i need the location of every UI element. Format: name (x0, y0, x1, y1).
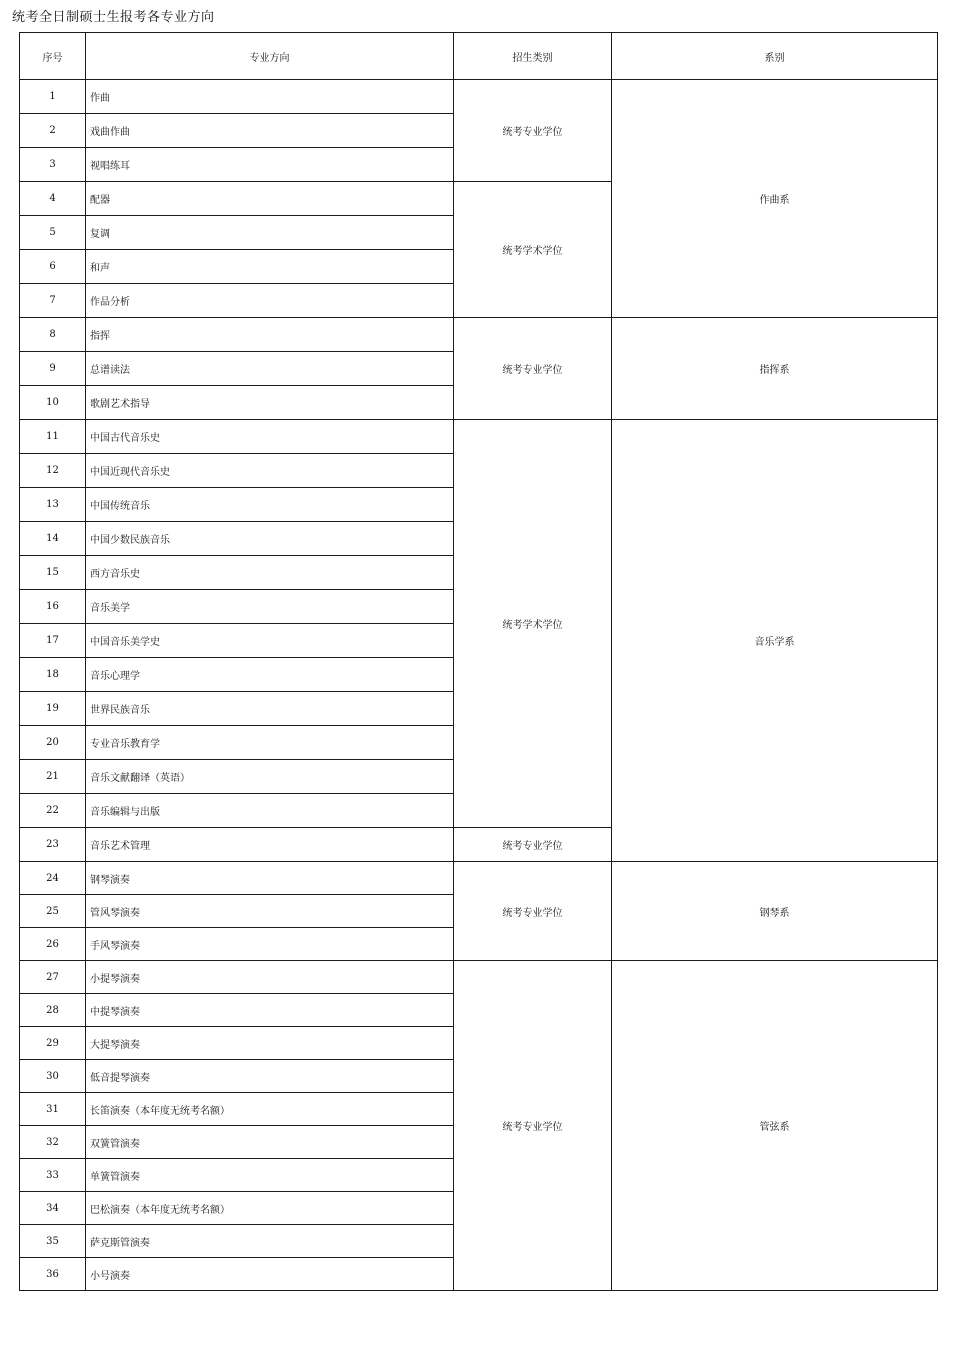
enrollment-category: 统考专业学位 (454, 828, 612, 862)
major-name: 西方音乐史 (86, 556, 454, 590)
major-name: 戏曲作曲 (86, 114, 454, 148)
table-row (20, 420, 938, 454)
table-header (20, 33, 938, 80)
row-number: 22 (20, 794, 86, 828)
row-number: 17 (20, 624, 86, 658)
table-row (20, 80, 938, 114)
major-name: 音乐美学 (86, 590, 454, 624)
row-number: 27 (20, 961, 86, 994)
major-name: 手风琴演奏 (86, 928, 454, 961)
row-number: 35 (20, 1225, 86, 1258)
major-name: 长笛演奏（本年度无统考名额） (86, 1093, 454, 1126)
row-number: 1 (20, 80, 86, 114)
header-major: 专业方向 (86, 33, 454, 80)
row-number: 33 (20, 1159, 86, 1192)
major-name: 指挥 (86, 318, 454, 352)
enrollment-category: 统考专业学位 (454, 862, 612, 961)
table-row (20, 318, 938, 352)
document-title: 统考全日制硕士生报考各专业方向 (12, 10, 215, 25)
row-number: 6 (20, 250, 86, 284)
row-number: 34 (20, 1192, 86, 1225)
header-no: 序号 (20, 33, 86, 80)
major-name: 中国近现代音乐史 (86, 454, 454, 488)
major-name: 作品分析 (86, 284, 454, 318)
enrollment-category: 统考学术学位 (454, 420, 612, 828)
major-name: 中国传统音乐 (86, 488, 454, 522)
major-name: 视唱练耳 (86, 148, 454, 182)
row-number: 9 (20, 352, 86, 386)
major-name: 低音提琴演奏 (86, 1060, 454, 1093)
department-name: 音乐学系 (612, 420, 938, 862)
header-row (20, 33, 938, 80)
row-number: 10 (20, 386, 86, 420)
enrollment-category: 统考专业学位 (454, 318, 612, 420)
row-number: 24 (20, 862, 86, 895)
major-name: 钢琴演奏 (86, 862, 454, 895)
header-department: 系别 (612, 33, 938, 80)
row-number: 7 (20, 284, 86, 318)
row-number: 12 (20, 454, 86, 488)
row-number: 20 (20, 726, 86, 760)
row-number: 30 (20, 1060, 86, 1093)
table-row (20, 961, 938, 994)
major-name: 萨克斯管演奏 (86, 1225, 454, 1258)
row-number: 28 (20, 994, 86, 1027)
row-number: 15 (20, 556, 86, 590)
major-name: 音乐艺术管理 (86, 828, 454, 862)
major-name: 中国少数民族音乐 (86, 522, 454, 556)
row-number: 18 (20, 658, 86, 692)
row-number: 5 (20, 216, 86, 250)
row-number: 8 (20, 318, 86, 352)
major-name: 专业音乐教育学 (86, 726, 454, 760)
major-name: 小提琴演奏 (86, 961, 454, 994)
row-number: 25 (20, 895, 86, 928)
table-body (20, 80, 938, 1291)
major-name: 歌剧艺术指导 (86, 386, 454, 420)
enrollment-category: 统考专业学位 (454, 961, 612, 1291)
major-name: 巴松演奏（本年度无统考名额） (86, 1192, 454, 1225)
major-name: 小号演奏 (86, 1258, 454, 1291)
row-number: 23 (20, 828, 86, 862)
majors-table (19, 32, 938, 1291)
row-number: 32 (20, 1126, 86, 1159)
major-name: 双簧管演奏 (86, 1126, 454, 1159)
major-name: 音乐心理学 (86, 658, 454, 692)
row-number: 36 (20, 1258, 86, 1291)
major-name: 中提琴演奏 (86, 994, 454, 1027)
department-name: 钢琴系 (612, 862, 938, 961)
major-name: 世界民族音乐 (86, 692, 454, 726)
major-name: 中国古代音乐史 (86, 420, 454, 454)
major-name: 作曲 (86, 80, 454, 114)
department-name: 指挥系 (612, 318, 938, 420)
major-name: 音乐文献翻译（英语） (86, 760, 454, 794)
row-number: 14 (20, 522, 86, 556)
row-number: 2 (20, 114, 86, 148)
row-number: 11 (20, 420, 86, 454)
row-number: 3 (20, 148, 86, 182)
row-number: 19 (20, 692, 86, 726)
major-name: 大提琴演奏 (86, 1027, 454, 1060)
enrollment-category: 统考学术学位 (454, 182, 612, 318)
major-name: 配器 (86, 182, 454, 216)
major-name: 复调 (86, 216, 454, 250)
row-number: 21 (20, 760, 86, 794)
row-number: 13 (20, 488, 86, 522)
table-row (20, 862, 938, 895)
row-number: 26 (20, 928, 86, 961)
major-name: 中国音乐美学史 (86, 624, 454, 658)
row-number: 31 (20, 1093, 86, 1126)
major-name: 和声 (86, 250, 454, 284)
department-name: 管弦系 (612, 961, 938, 1291)
row-number: 4 (20, 182, 86, 216)
major-name: 管风琴演奏 (86, 895, 454, 928)
major-name: 总谱读法 (86, 352, 454, 386)
major-name: 音乐编辑与出版 (86, 794, 454, 828)
department-name: 作曲系 (612, 80, 938, 318)
row-number: 29 (20, 1027, 86, 1060)
major-name: 单簧管演奏 (86, 1159, 454, 1192)
enrollment-category: 统考专业学位 (454, 80, 612, 182)
header-category: 招生类别 (454, 33, 612, 80)
row-number: 16 (20, 590, 86, 624)
